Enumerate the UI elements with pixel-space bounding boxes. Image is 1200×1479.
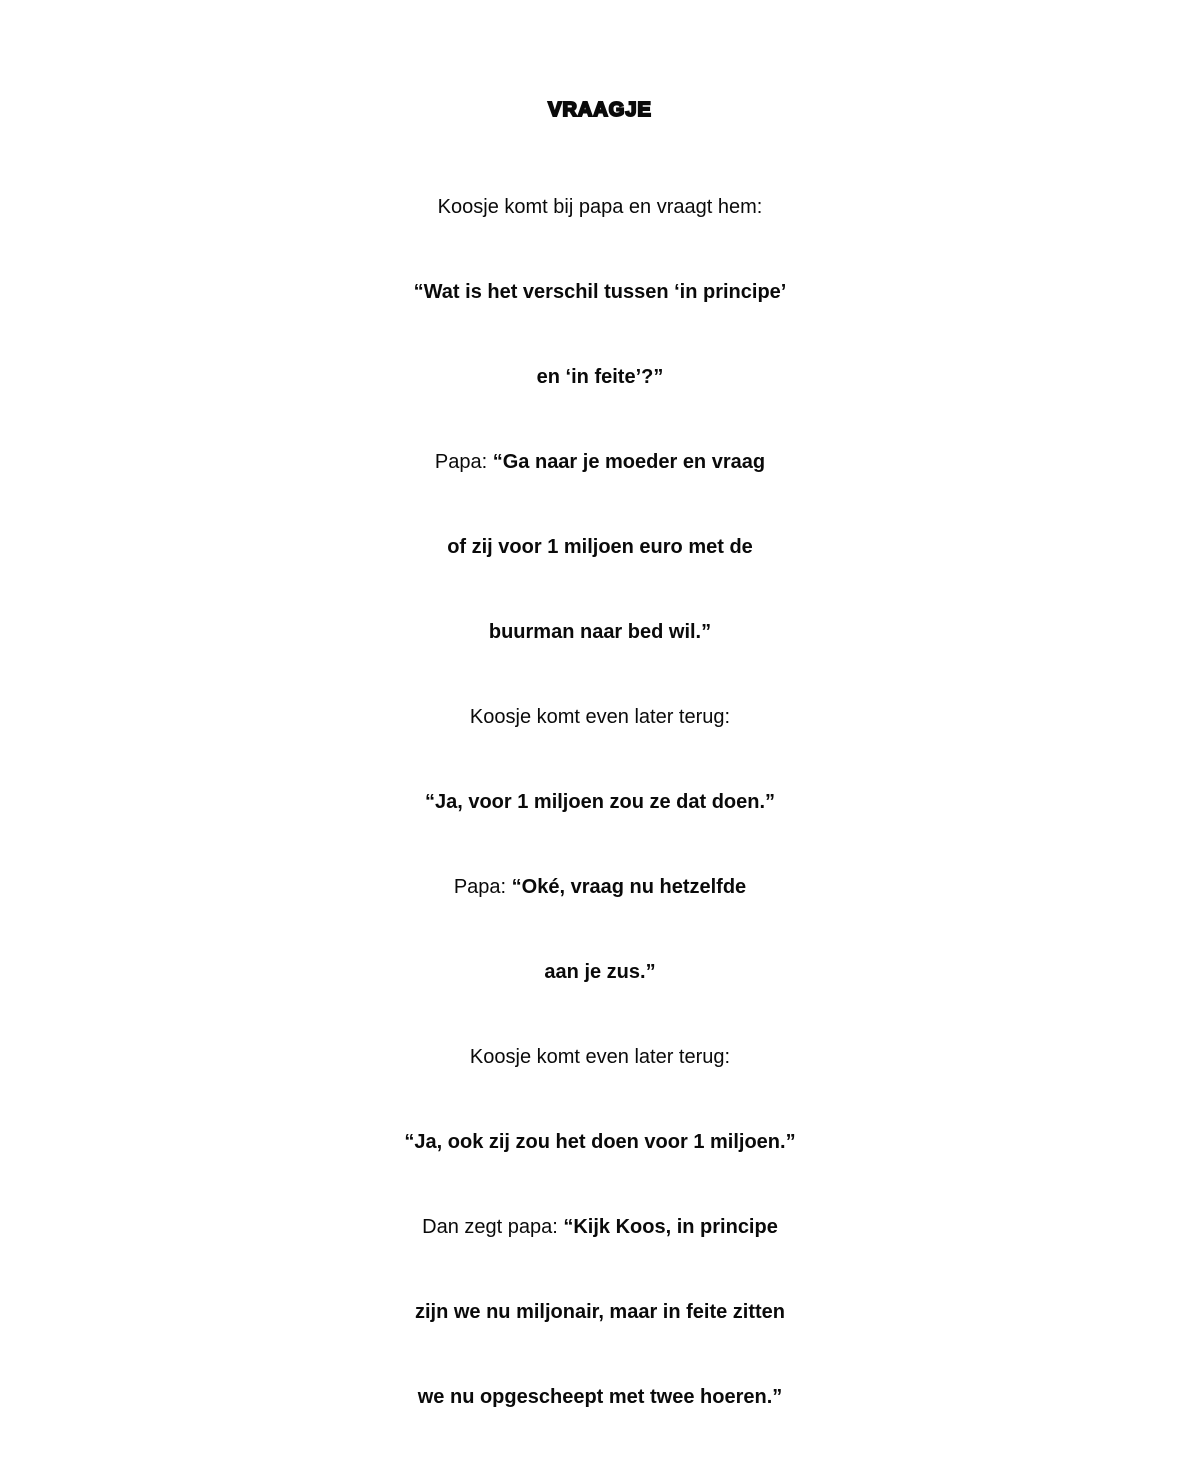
- text-line-14: [0, 1270, 1200, 1354]
- text-line-6: [0, 590, 1200, 674]
- line-plain: Koosje komt even later terug:: [469, 1046, 731, 1068]
- line-bold: “Oké, vraag nu hetzelfde: [511, 876, 747, 898]
- line-bold: we nu opgescheept met twee hoeren.”: [417, 1386, 783, 1408]
- text-line-8: [0, 760, 1200, 844]
- text-line-5: [0, 505, 1200, 589]
- text-line-15: [0, 1355, 1200, 1439]
- line-bold: “Ja, ook zij zou het doen voor 1 miljoen.”: [404, 1131, 796, 1153]
- line-bold: en ‘in feite’?”: [536, 366, 664, 388]
- line-plain: Papa:: [453, 876, 512, 898]
- line-bold: “Ja, voor 1 miljoen zou ze dat doen.”: [424, 791, 776, 813]
- line-plain: Papa:: [434, 451, 493, 473]
- text-line-11: [0, 1015, 1200, 1099]
- line-bold: “Wat is het verschil tussen ‘in principe’: [413, 281, 787, 303]
- text-line-4: [0, 420, 1200, 504]
- text-line-13: [0, 1185, 1200, 1269]
- text-line-2: [0, 250, 1200, 334]
- line-plain: Koosje komt bij papa en vraagt hem:: [437, 196, 763, 218]
- line-bold: “Ga naar je moeder en vraag: [492, 451, 766, 473]
- line-bold: of zij voor 1 miljoen euro met de: [447, 536, 753, 558]
- text-line-10: [0, 930, 1200, 1014]
- text-line-3: [0, 335, 1200, 419]
- line-bold: “Kijk Koos, in principe: [563, 1216, 778, 1238]
- line-bold: zijn we nu miljonair, maar in feite zitten: [414, 1301, 786, 1323]
- text-line-9: [0, 845, 1200, 929]
- line-bold: aan je zus.”: [544, 961, 656, 983]
- line-plain: Koosje komt even later terug:: [469, 706, 731, 728]
- line-bold: buurman naar bed wil.”: [488, 621, 712, 643]
- page-title: VRAAGJE: [548, 99, 652, 121]
- text-line-1: [0, 165, 1200, 249]
- text-line-7: [0, 675, 1200, 759]
- text-line-12: [0, 1100, 1200, 1184]
- line-plain: Dan zegt papa:: [422, 1216, 564, 1238]
